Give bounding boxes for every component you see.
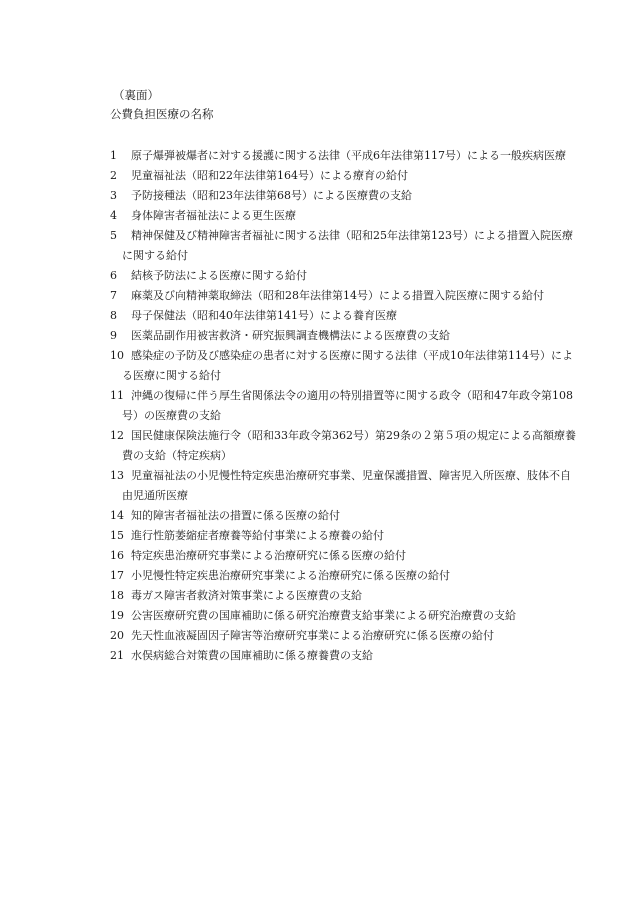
item-number: 6 [110,269,117,282]
list-item [110,266,580,286]
list-item [110,606,580,626]
list-item [110,226,580,266]
item-number: 12 [110,429,124,442]
item-number: 19 [110,609,124,622]
list-item [110,566,580,586]
public-expense-list [110,146,580,666]
list-item [110,166,580,186]
item-number: 21 [110,649,124,662]
item-number: 20 [110,629,124,642]
item-text: 毒ガス障害者救済対策事業による医療費の支給 [131,589,362,602]
item-text: 児童福祉法（昭和22年法律第164号）による療育の給付 [131,169,408,182]
item-number: 10 [110,349,124,362]
item-text: 予防接種法（昭和23年法律第68号）による医療費の支給 [131,189,412,202]
item-text: 先天性血液凝固因子障害等治療研究事業による治療研究に係る医療の給付 [131,629,494,642]
item-number: 7 [110,289,117,302]
reverse-side-label: （裏面） [113,88,159,102]
item-number: 3 [110,189,117,202]
item-text: 身体障害者福祉法による更生医療 [131,209,296,222]
item-number: 15 [110,529,124,542]
item-number: 1 [110,149,117,162]
list-item [110,206,580,226]
item-text: 結核予防法による医療に関する給付 [131,269,307,282]
list-item [110,386,580,426]
item-text: 国民健康保険法施行令（昭和33年政令第362号）第29条の２第５項の規定による高額療養費の支給（特定疾病） [122,429,576,462]
item-number: 2 [110,169,117,182]
item-number: 17 [110,569,124,582]
list-item [110,646,580,666]
item-text: 水俣病総合対策費の国庫補助に係る療養費の支給 [131,649,373,662]
list-item [110,286,580,306]
item-text: 児童福祉法の小児慢性特定疾患治療研究事業、児童保護措置、障害児入所医療、肢体不自由児通所医療 [122,469,571,502]
list-item [110,546,580,566]
list-item [110,506,580,526]
item-number: 4 [110,209,117,222]
item-text: 感染症の予防及び感染症の患者に対する医療に関する法律（平成10年法律第114号）による医療に関する給付 [122,349,573,382]
item-text: 公害医療研究費の国庫補助に係る研究治療費支給事業による研究治療費の支給 [131,609,516,622]
list-item [110,346,580,386]
list-item [110,426,580,466]
item-number: 14 [110,509,124,522]
item-text: 進行性筋萎縮症者療養等給付事業による療養の給付 [131,529,384,542]
item-number: 9 [110,329,117,342]
list-item [110,186,580,206]
list-item [110,326,580,346]
item-text: 医薬品副作用被害救済・研究振興調査機構法による医療費の支給 [131,329,450,342]
item-number: 11 [110,389,124,402]
item-text: 沖縄の復帰に伴う厚生省関係法令の適用の特別措置等に関する政令（昭和47年政令第108号）の医療費の支給 [122,389,573,422]
item-number: 5 [110,229,117,242]
list-item [110,626,580,646]
item-number: 18 [110,589,124,602]
item-number: 13 [110,469,124,482]
item-text: 原子爆弾被爆者に対する援護に関する法律（平成6年法律第117号）による一般疾病医療 [131,149,566,162]
item-text: 知的障害者福祉法の措置に係る医療の給付 [131,509,340,522]
list-item [110,146,580,166]
list-item [110,306,580,326]
list-item [110,526,580,546]
item-text: 精神保健及び精神障害者福祉に関する法律（昭和25年法律第123号）による措置入院医療に関する給付 [122,229,573,262]
item-text: 母子保健法（昭和40年法律第141号）による養育医療 [131,309,397,322]
list-item [110,466,580,506]
item-text: 特定疾患治療研究事業による治療研究に係る医療の給付 [131,549,406,562]
item-text: 麻薬及び向精神薬取締法（昭和28年法律第14号）による措置入院医療に関する給付 [131,289,544,302]
item-text: 小児慢性特定疾患治療研究事業による治療研究に係る医療の給付 [131,569,450,582]
item-number: 8 [110,309,117,322]
document-title: 公費負担医療の名称 [110,107,214,121]
list-item [110,586,580,606]
item-number: 16 [110,549,124,562]
